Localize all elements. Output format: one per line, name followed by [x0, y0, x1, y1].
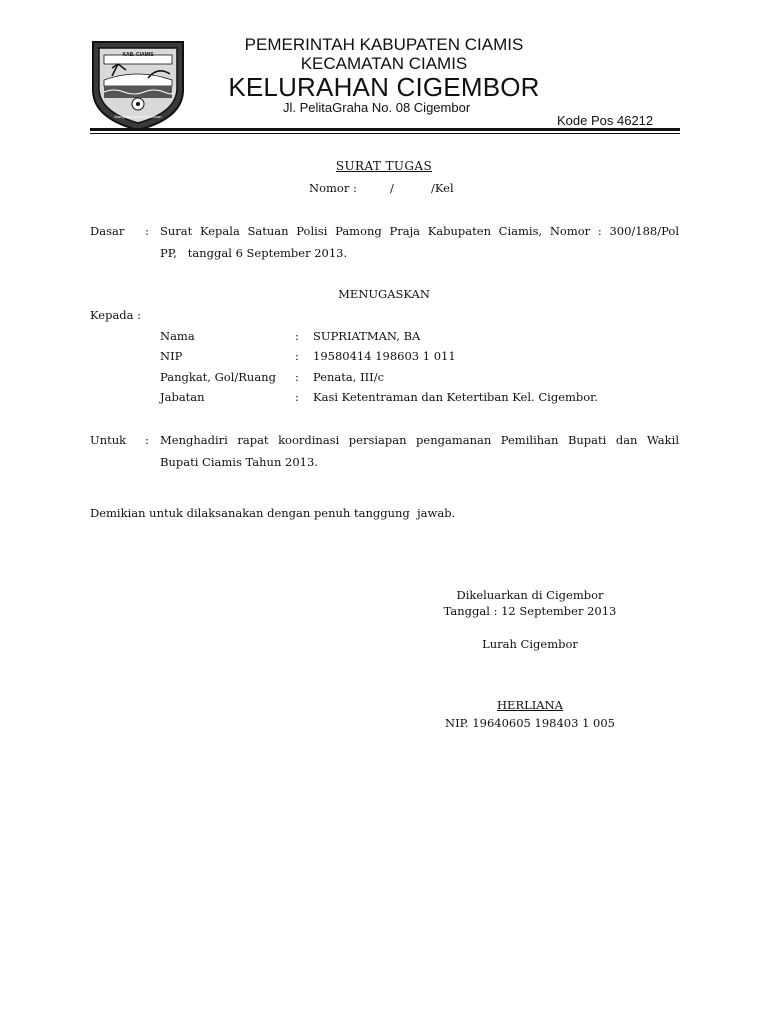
header-divider-thin	[90, 133, 680, 134]
field-label-nama: Nama	[160, 329, 195, 343]
header-postal-code: Kode Pos 46212	[557, 113, 654, 128]
untuk-text-line1: Menghadiri rapat koordinasi persiapan pengamanan Pemilihan Bupati dan Wakil	[160, 433, 679, 447]
dasar-label: Dasar	[90, 224, 125, 238]
field-colon: :	[295, 370, 299, 384]
field-label-jabatan: Jabatan	[160, 390, 205, 404]
emblem-caption-bottom: Mangrasi Ayana Kesilusan	[114, 114, 162, 119]
field-colon: :	[295, 349, 299, 363]
dasar-text-line2: PP, tanggal 6 September 2013.	[160, 246, 348, 260]
number-suffix: /Kel	[431, 181, 454, 195]
header-government-line: PEMERINTAH KABUPATEN CIAMIS	[244, 35, 524, 54]
untuk-label: Untuk	[90, 433, 127, 447]
emblem-caption-top: KAB. CIAMIS	[122, 52, 154, 58]
header-address: Jl. PelitaGraha No. 08 Cigembor	[283, 100, 471, 115]
header-divider-thick	[90, 128, 680, 131]
field-value-nip: 19580414 198603 1 011	[313, 349, 456, 363]
untuk-text-line2: Bupati Ciamis Tahun 2013.	[160, 455, 318, 469]
field-value-nama: SUPRIATMAN, BA	[313, 329, 421, 343]
field-label-nip: NIP	[160, 349, 183, 363]
signature-position: Lurah Cigembor	[482, 637, 578, 651]
signature-nip: NIP. 19640605 198403 1 005	[445, 716, 615, 730]
field-value-jabatan: Kasi Ketentraman dan Ketertiban Kel. Cigembor.	[313, 390, 599, 404]
header-village-title: KELURAHAN CIGEMBOR	[228, 72, 540, 102]
field-label-pangkat: Pangkat, Gol/Ruang	[160, 370, 276, 384]
signature-date: Tanggal : 12 September 2013	[443, 604, 617, 618]
field-colon: :	[295, 329, 299, 343]
signature-issued-at: Dikeluarkan di Cigembor	[456, 588, 604, 602]
dasar-text-line1: Surat Kepala Satuan Polisi Pamong Praja Kabupaten Ciamis, Nomor : 300/188/Pol	[160, 224, 679, 238]
field-value-pangkat: Penata, III/c	[313, 370, 385, 384]
kepada-label: Kepada :	[90, 308, 142, 322]
number-separator: /	[390, 181, 394, 195]
untuk-colon: :	[145, 433, 149, 447]
closing-sentence: Demikian untuk dilaksanakan dengan penuh tanggung jawab.	[90, 506, 456, 520]
header-district-line: KECAMATAN CIAMIS	[300, 54, 468, 73]
dasar-colon: :	[145, 224, 149, 238]
section-heading-menugaskan: MENUGASKAN	[338, 287, 430, 301]
letter-title: SURAT TUGAS	[335, 159, 433, 173]
signature-name: HERLIANA	[497, 698, 563, 712]
number-label: Nomor :	[309, 181, 357, 195]
field-colon: :	[295, 390, 299, 404]
